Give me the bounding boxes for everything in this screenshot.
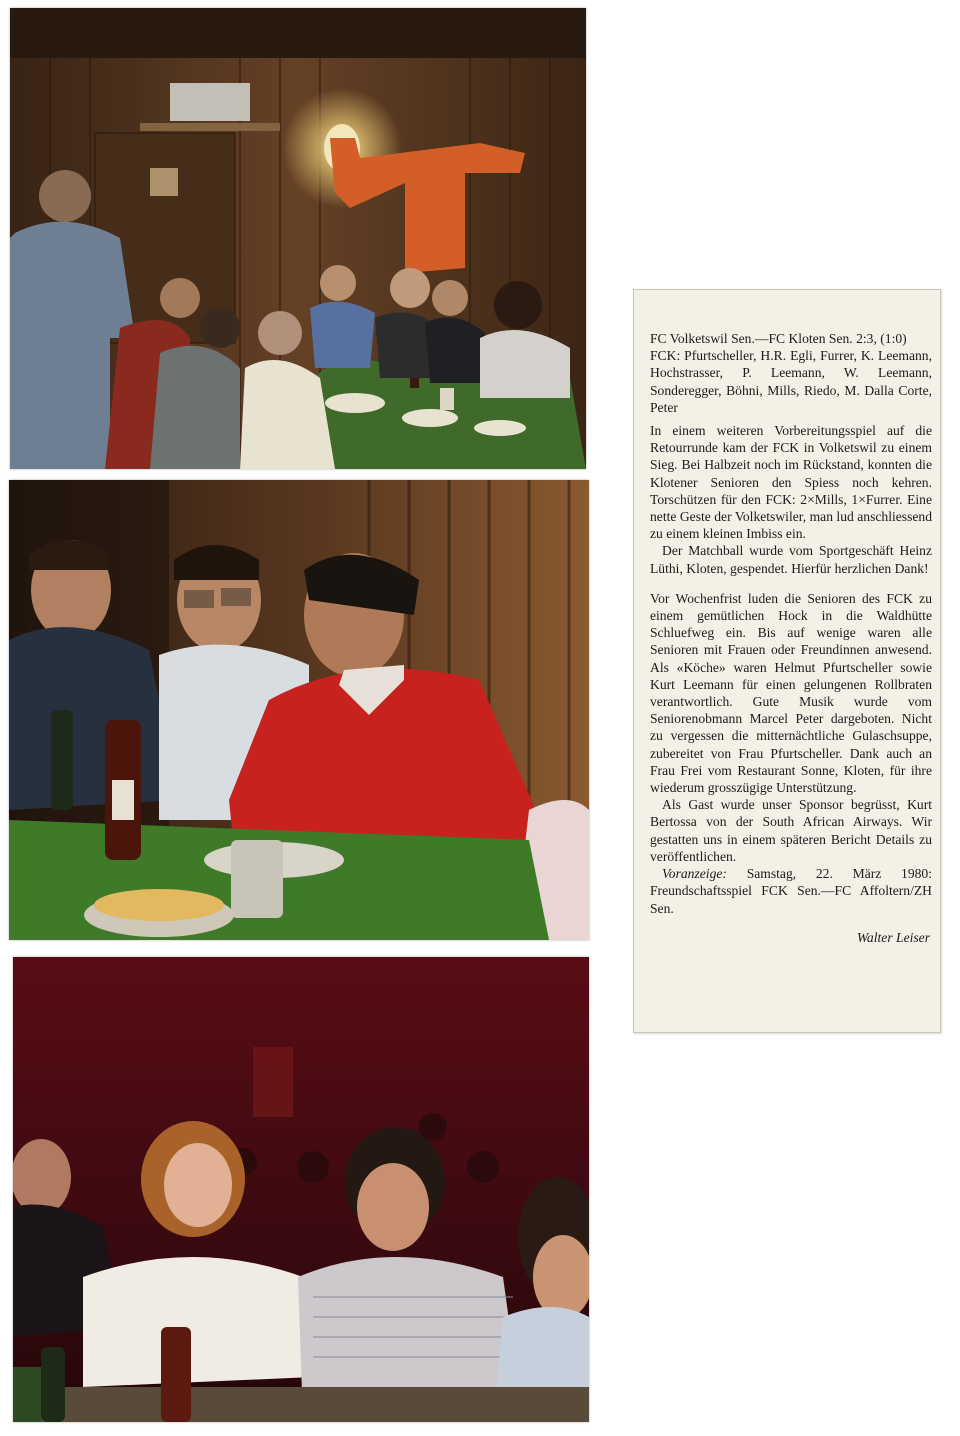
sponsor-note: Als Gast wurde unser Sponsor begrüsst, Kurt Bertossa von der South African Airways. Wir gestatten uns in einem späteren Bericht Details zu veröffentlichen. [650, 797, 932, 864]
preview-announcement [650, 865, 932, 917]
photo-cabin-dinner [10, 8, 586, 469]
photo-red-room-party [13, 957, 589, 1422]
event-report: Vor Wochenfrist luden die Senioren des FCK zu einem gemütlichen Hock in die Waldhütte Schluefweg ein. Bis auf wenige waren alle Senioren mit Frauen oder Freundinnen anwesend. Als «Köche» waren Helmut Pfurtscheller sowie Kurt Leemann für einen gelungenen Rollbraten verantwortlich. Gute Musik wurde vom Seniorenobmann Marcel Peter dargeboten. Nicht zu vergessen die mitternächtliche Gulaschsuppe, zubereitet von Frau Pfurtscheller. Dank auch an Frau Frei vom Restaurant Sonne, Kloten, für ihre wiederum grosszügige Unterstützung. [650, 590, 932, 796]
matchball-thanks: Der Matchball wurde vom Sportgeschäft Heinz Lüthi, Kloten, gespendet. Hierfür herzlichen Dank! [650, 543, 932, 576]
match-report: In einem weiteren Vorbereitungsspiel auf die Retourrunde kam der FCK in Volketswil zu einem Sieg. Bei Halbzeit noch im Rückstand, konnten die Klotener Senioren den Spiess noch kehren. Torschützen für den FCK: 2×Mills, 1×Furrer. Eine nette Geste der Volketswiler, man lud anschliessend zu einem kleinen Imbiss ein. [650, 423, 932, 542]
photo-men-at-table [9, 480, 589, 940]
match-result: FC Volketswil Sen.—FC Kloten Sen. 2:3, (1:0) [650, 331, 907, 346]
author-signature: Walter Leiser [856, 929, 930, 945]
team-lineup: FCK: Pfurtscheller, H.R. Egli, Furrer, K. Leemann, Hochstrasser, P. Leemann, W. Leemann, Sonderegger, Böhni, Mills, Riedo, M. Dalla Corte, Peter [650, 348, 932, 415]
newspaper-clipping [633, 289, 941, 1033]
preview-label: Voranzeige: [662, 866, 727, 882]
preview-text: Samstag, 22. März 1980: Freundschaftsspiel FCK Sen.—FC Affoltern/ZH Sen. [650, 866, 933, 916]
